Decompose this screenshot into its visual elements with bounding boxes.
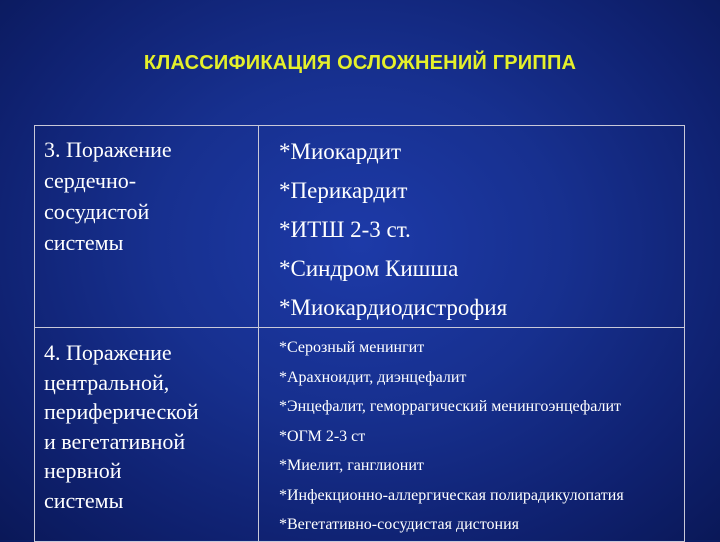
classification-table (34, 125, 685, 542)
complication-item: *Вегетативно-сосудистая дистония (279, 516, 520, 533)
category-line: и вегетативной (44, 428, 186, 454)
complication-item: *Арахноидит, диэнцефалит (279, 368, 467, 386)
complication-item: *ОГМ 2-3 ст (279, 427, 366, 445)
category-cell (35, 126, 259, 328)
complication-item: *Миелит, ганглионит (279, 457, 424, 474)
category-line: 3. Поражение (44, 137, 172, 162)
complication-item: *Миокардит (279, 139, 402, 164)
complication-item: *ИТШ 2-3 ст. (279, 217, 411, 242)
category-line: нервной (44, 458, 122, 483)
complication-item: *Синдром Кишша (279, 256, 459, 281)
category-cell (35, 328, 259, 542)
category-line: сосудистой (44, 199, 150, 224)
category-line: системы (44, 487, 124, 513)
table-row (35, 328, 685, 542)
slide-title: КЛАССИФИКАЦИЯ ОСЛОЖНЕНИЙ ГРИППА (143, 52, 577, 74)
category-line: системы (44, 230, 124, 255)
complication-item: *Серозный менингит (279, 339, 425, 356)
complication-item: *Энцефалит, геморрагический менингоэнцефалит (279, 398, 621, 415)
complications-cell (259, 126, 685, 328)
category-line: сердечно- (44, 168, 137, 193)
category-line: центральной, (44, 369, 170, 395)
complications-cell (259, 328, 685, 542)
category-line: периферической (44, 399, 199, 424)
category-line: 4. Поражение (44, 340, 172, 365)
complication-item: *Миокардиодистрофия (279, 295, 508, 320)
complication-item: *Перикардит (279, 178, 408, 203)
complication-item: *Инфекционно-аллергическая полирадикулопатия (279, 486, 624, 504)
table-row (35, 126, 685, 328)
